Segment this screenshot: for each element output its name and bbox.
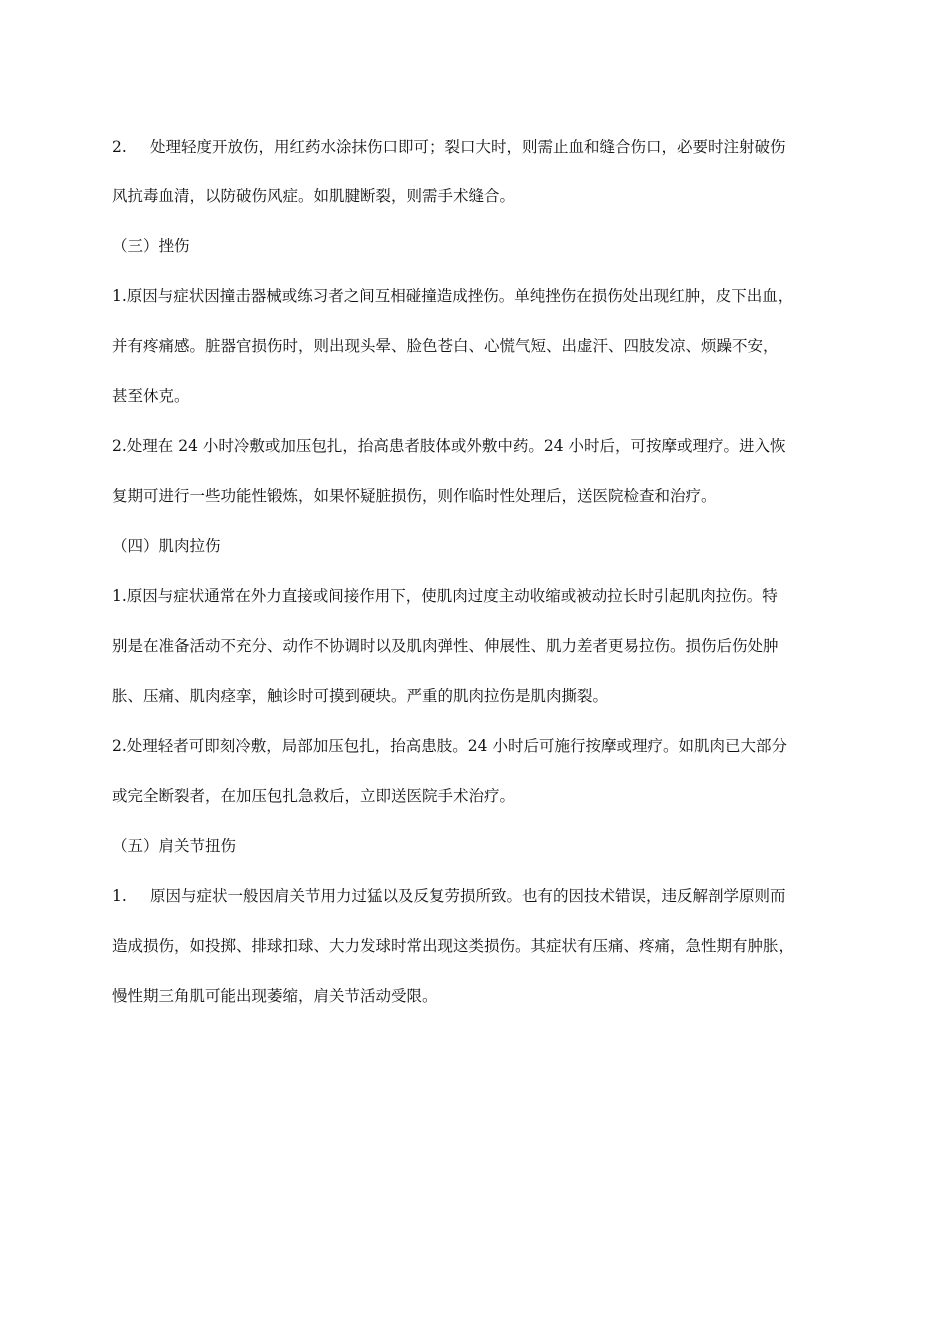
section-heading: （三）挫伤 xyxy=(112,237,190,255)
paragraph-line xyxy=(112,885,852,907)
paragraph-line: 1.原因与症状因撞击器械或练习者之间互相碰撞造成挫伤。单纯挫伤在损伤处出现红肿，皮下出血， xyxy=(112,287,794,305)
paragraph-line: 胀、压痛、肌肉痉挛，触诊时可摸到硬块。严重的肌肉拉伤是肌肉撕裂。 xyxy=(112,687,609,705)
paragraph-line: 甚至休克。 xyxy=(112,387,190,405)
line-text: 处理轻度开放伤，用红药水涂抹伤口即可；裂口大时，则需止血和缝合伤口，必要时注射破伤 xyxy=(150,138,786,156)
paragraph-line: 复期可进行一些功能性锻炼，如果怀疑脏损伤，则作临时性处理后，送医院检查和治疗。 xyxy=(112,487,717,505)
paragraph-line: 风抗毒血清，以防破伤风症。如肌腱断裂，则需手术缝合。 xyxy=(112,187,516,205)
paragraph-line: 2.处理轻者可即刻冷敷，局部加压包扎，抬高患肢。24 小时后可施行按摩或理疗。如肌肉已大部分 xyxy=(112,737,787,755)
paragraph-line: 别是在准备活动不充分、动作不协调时以及肌肉弹性、伸展性、肌力差者更易拉伤。损伤后伤处肿 xyxy=(112,637,779,655)
line-text: 原因与症状一般因肩关节用力过猛以及反复劳损所致。也有的因技术错误，违反解剖学原则而 xyxy=(150,887,786,905)
paragraph-line: 并有疼痛感。脏器官损伤时，则出现头晕、脸色苍白、心慌气短、出虚汗、四肢发凉、烦躁不安， xyxy=(112,337,779,355)
paragraph-line: 2.处理在 24 小时冷敷或加压包扎，抬高患者肢体或外敷中药。24 小时后，可按摩或理疗。进入恢 xyxy=(112,437,786,455)
list-number: 2. xyxy=(112,138,127,156)
paragraph-line: 或完全断裂者，在加压包扎急救后，立即送医院手术治疗。 xyxy=(112,787,516,805)
section-heading: （四）肌肉拉伤 xyxy=(112,537,221,555)
paragraph-line xyxy=(112,136,852,158)
list-number: 1. xyxy=(112,887,127,905)
section-heading: （五）肩关节扭伤 xyxy=(112,837,237,855)
paragraph-line: 造成损伤，如投掷、排球扣球、大力发球时常出现这类损伤。其症状有压痛、疼痛，急性期有肿胀， xyxy=(112,937,795,955)
paragraph-line: 1.原因与症状通常在外力直接或间接作用下，使肌肉过度主动收缩或被动拉长时引起肌肉拉伤。特 xyxy=(112,587,778,605)
paragraph-line: 慢性期三角肌可能出现萎缩，肩关节活动受限。 xyxy=(112,987,438,1005)
